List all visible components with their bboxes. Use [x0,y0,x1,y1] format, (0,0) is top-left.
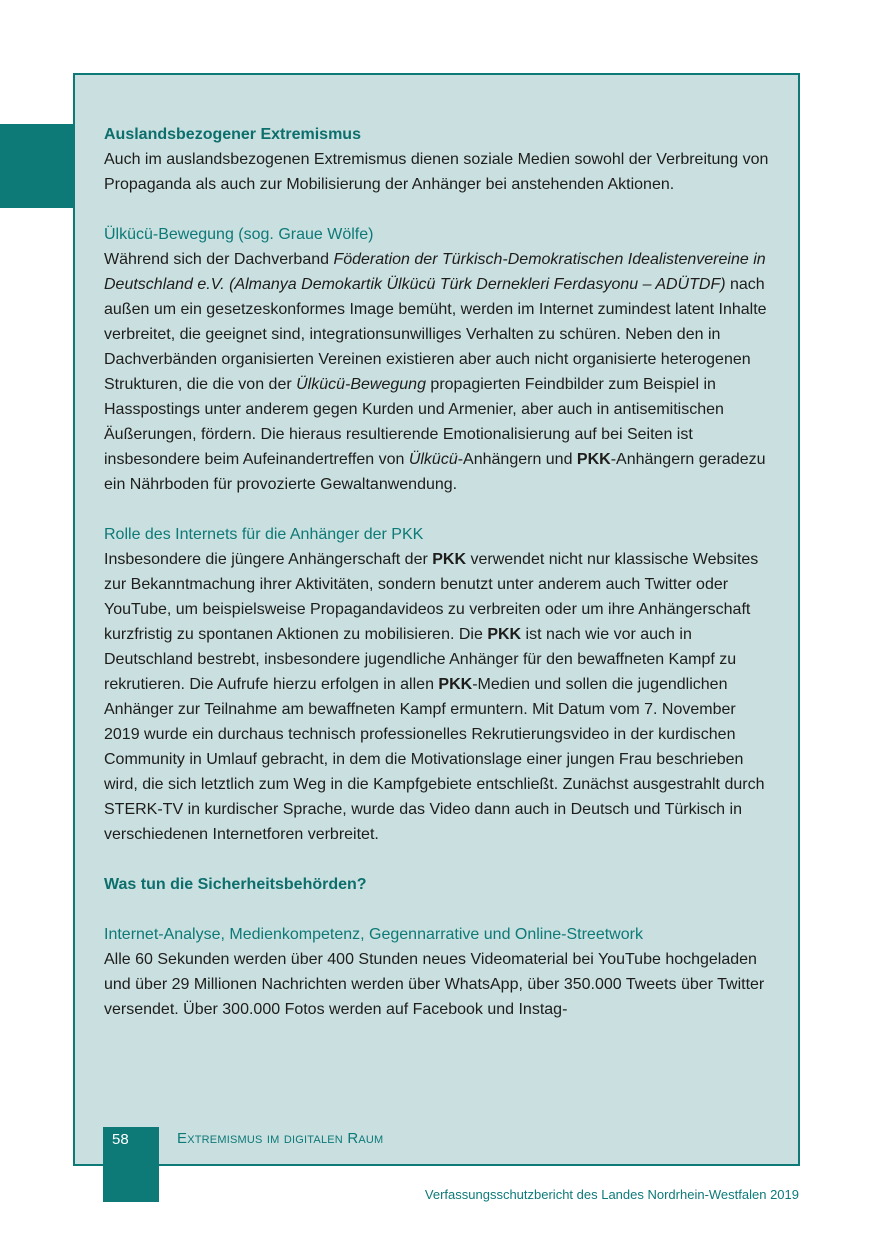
italic-run: Ülkücü-Bewegung [296,376,426,393]
bold-run: PKK [487,626,522,643]
paragraph-pkk [104,547,772,847]
bold-run: PKK [576,451,611,468]
subheading-internet-analyse: Internet-Analyse, Medienkompetenz, Gegennarrative und Online-Streetwork [104,926,643,943]
text-run: Insbesondere die jüngere Anhängerschaft der [104,551,433,568]
text-run: -Medien und sollen die jugendlichen Anhänger zur Teilnahme am bewaffneten Kampf ermuntern. Mit Datum vom 7. November 2019 wurde ein durchaus technisch professionelles Rekrutierungsvideo in der kurdischen Community in Umlauf gebracht, in dem die Motivationslage einer jungen Frau beschrieben wird, die sich letztlich zum Weg in die Kampfgebiete entschließt. Zunächst ausgestrahlt durch STERK-TV in kurdischer Sprache, wurde das Video dann auch in Deutsch und Türkisch in verschiedenen Internetforen verbreitet. [104,676,765,843]
text-run: nach außen um ein gesetzeskonformes Image bemüht, werden im Internet zumindest latent Inhalte verbreitet, die geeignet sind, integrationsunwilliges Verhalten zu schüren. Neben den in Dachverbänden organisierten Vereinen existieren aber auch nicht organisierte heterogenen Strukturen, die die von der [104,276,767,393]
text-run: -Anhängern geradezu ein Nährboden für provozierte Gewaltanwendung. [104,451,766,493]
section-heading-sicherheitsbehoerden: Was tun die Sicherheitsbehörden? [104,876,367,893]
paragraph-uelkuecue [104,247,772,497]
paragraph-internet-analyse: Alle 60 Sekunden werden über 400 Stunden neues Videomaterial bei YouTube hochgeladen und über 29 Millionen Nachrichten werden über WhatsApp, über 350.000 Tweets über Twitter versendet. Über 300.000 Fotos werden auf Facebook und Instag- [104,951,765,1018]
bold-run: PKK [432,551,467,568]
section-heading-auslandsbezogener-extremismus: Auslandsbezogener Extremismus [104,126,361,143]
main-content [104,122,772,1022]
paragraph-auslandsbezogen: Auch im auslandsbezogenen Extremismus dienen soziale Medien sowohl der Verbreitung von Propaganda als auch zur Mobilisierung der Anhänger bei anstehenden Aktionen. [104,151,769,193]
publication-footer: Verfassungsschutzbericht des Landes Nordrhein-Westfalen 2019 [424,1187,799,1202]
page-number: 58 [112,1131,129,1148]
subheading-uelkuecue-bewegung: Ülkücü-Bewegung (sog. Graue Wölfe) [104,226,374,243]
italic-run: Föderation der Türkisch-Demokratischen Idealistenvereine in Deutschland e.V. (Almanya Demokartik Ülkücü Türk Dernekleri Ferdasyonu – ADÜTDF) [104,251,766,293]
text-run: propagierten Feindbilder zum Beispiel in Hasspostings unter anderem gegen Kurden und Armenier, aber auch in antisemitischen Äußerungen, fördern. Die hieraus resultierende Emotionalisierung auf bei Seiten ist insbesondere beim Aufeinandertreffen von [104,376,724,468]
running-title: Extremismus im digitalen Raum [177,1130,384,1147]
side-tab-marker [0,124,74,208]
italic-run: Ülkücü [408,451,458,468]
text-run: verwendet nicht nur klassische Websites zur Bekanntmachung ihrer Aktivitäten, sondern benutzt unter anderem auch Twitter oder YouTube, um beispielsweise Propagandavideos zu verbreiten oder um ihre Anhängerschaft kurzfristig zu spontanen Aktionen zu mobilisieren. Die [104,551,759,643]
text-run: Während sich der Dachverband [104,251,334,268]
bold-run: PKK [438,676,473,693]
text-run: -Anhängern und [457,451,577,468]
subheading-rolle-des-internets: Rolle des Internets für die Anhänger der PKK [104,526,424,543]
text-run: ist nach wie vor auch in Deutschland bestrebt, insbesondere jugendliche Anhänger für den bewaffneten Kampf zu rekrutieren. Die Aufrufe hierzu erfolgen in allen [104,626,737,693]
